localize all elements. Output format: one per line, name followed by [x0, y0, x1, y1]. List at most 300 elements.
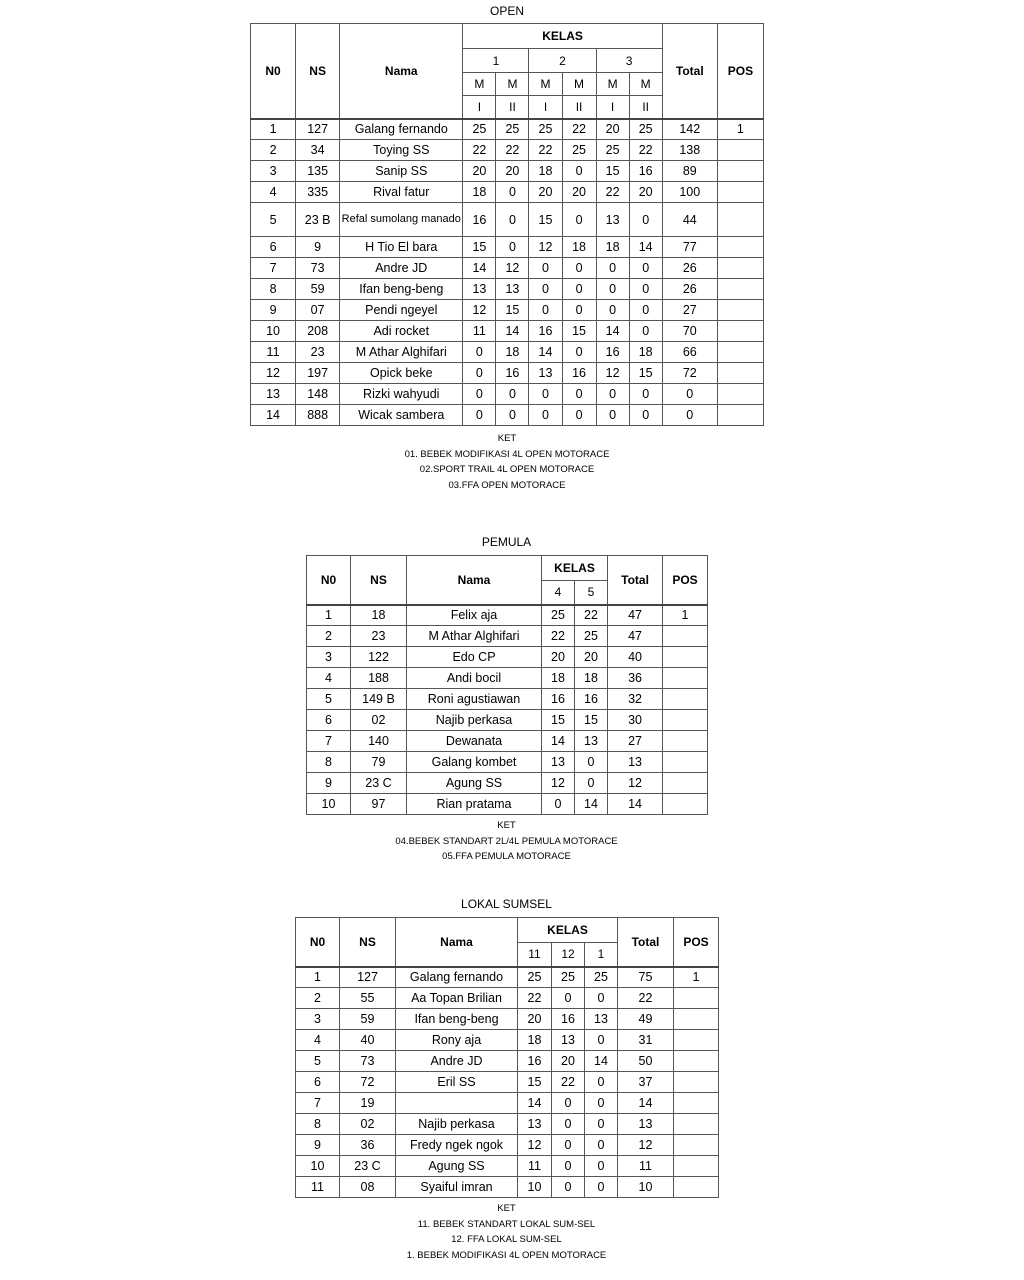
- table-row: [296, 1114, 719, 1135]
- table-cell: 34: [296, 140, 340, 161]
- moto-number: I: [596, 96, 629, 119]
- table-cell: 5: [307, 689, 351, 710]
- table-row: [307, 773, 708, 794]
- table-cell: 148: [296, 384, 340, 405]
- table-cell: 18: [542, 668, 575, 689]
- table-cell: Pendi ngeyel: [340, 300, 463, 321]
- table-cell: 16: [529, 321, 562, 342]
- kelas-col-11: 11: [518, 943, 552, 967]
- table-row: [296, 988, 719, 1009]
- table-cell: [717, 258, 763, 279]
- table-cell: 4: [307, 668, 351, 689]
- table-cell: Galang fernando: [340, 119, 463, 140]
- table-cell: [674, 1009, 719, 1030]
- table-cell: Najib perkasa: [407, 710, 542, 731]
- table-cell: 20: [542, 647, 575, 668]
- table-cell: 12: [463, 300, 496, 321]
- table-cell: 0: [463, 405, 496, 426]
- table-cell: [663, 710, 708, 731]
- table-cell: 22: [562, 119, 596, 140]
- table-cell: Rival fatur: [340, 182, 463, 203]
- table-cell: 27: [662, 300, 717, 321]
- table-cell: 13: [585, 1009, 618, 1030]
- table-row: [296, 1135, 719, 1156]
- lokal-ket-notes: [295, 1201, 718, 1263]
- kelas-col-1: 1: [585, 943, 618, 967]
- table-cell: 0: [562, 342, 596, 363]
- table-cell: 25: [575, 626, 608, 647]
- ket-line: 03.FFA OPEN MOTORACE: [448, 479, 566, 491]
- ket-line: 05.FFA PEMULA MOTORACE: [442, 851, 571, 862]
- col-header-total: Total: [608, 556, 663, 605]
- table-cell: 15: [463, 237, 496, 258]
- table-cell: 18: [496, 342, 529, 363]
- table-cell: 138: [662, 140, 717, 161]
- table-cell: 15: [529, 203, 562, 237]
- table-cell: M Athar Alghifari: [340, 342, 463, 363]
- table-cell: 1: [674, 967, 719, 988]
- table-row: [251, 321, 764, 342]
- table-cell: 0: [585, 1156, 618, 1177]
- table-cell: 44: [662, 203, 717, 237]
- moto-number: I: [529, 96, 562, 119]
- table-cell: 0: [596, 279, 629, 300]
- table-row: [251, 342, 764, 363]
- table-cell: 77: [662, 237, 717, 258]
- table-cell: [674, 1156, 719, 1177]
- table-cell: 13: [542, 752, 575, 773]
- table-cell: 16: [552, 1009, 585, 1030]
- table-cell: 22: [552, 1072, 585, 1093]
- table-cell: 25: [463, 119, 496, 140]
- table-cell: 0: [596, 384, 629, 405]
- table-cell: 59: [296, 279, 340, 300]
- table-row: [307, 689, 708, 710]
- table-row: [307, 605, 708, 626]
- table-cell: 18: [351, 605, 407, 626]
- table-cell: 49: [618, 1009, 674, 1030]
- table-cell: 2: [251, 140, 296, 161]
- table-cell: 18: [529, 161, 562, 182]
- table-cell: 36: [608, 668, 663, 689]
- table-cell: 6: [251, 237, 296, 258]
- col-header-ns: NS: [351, 556, 407, 605]
- col-header-pos: POS: [717, 24, 763, 119]
- ket-line: KET: [497, 433, 517, 444]
- table-cell: 16: [575, 689, 608, 710]
- table-cell: 25: [542, 605, 575, 626]
- moto-label: M: [496, 73, 529, 96]
- table-cell: 89: [662, 161, 717, 182]
- table-cell: 22: [518, 988, 552, 1009]
- table-cell: 1: [296, 967, 340, 988]
- table-cell: 73: [296, 258, 340, 279]
- table-cell: Najib perkasa: [396, 1114, 518, 1135]
- table-cell: 5: [296, 1051, 340, 1072]
- ket-line: 04.BEBEK STANDART 2L/4L PEMULA MOTORACE: [395, 835, 618, 847]
- table-cell: 12: [618, 1135, 674, 1156]
- table-cell: 8: [296, 1114, 340, 1135]
- table-cell: 0: [542, 794, 575, 815]
- table-cell: 0: [529, 279, 562, 300]
- table-cell: 22: [575, 605, 608, 626]
- table-cell: 15: [596, 161, 629, 182]
- table-cell: Opick beke: [340, 363, 463, 384]
- table-row: [251, 258, 764, 279]
- table-row: [251, 140, 764, 161]
- table-cell: Rony aja: [396, 1030, 518, 1051]
- moto-label: M: [562, 73, 596, 96]
- table-cell: [663, 773, 708, 794]
- table-cell: 13: [596, 203, 629, 237]
- col-header-kelas: KELAS: [518, 918, 618, 943]
- table-row: [251, 279, 764, 300]
- table-cell: Rizki wahyudi: [340, 384, 463, 405]
- table-cell: 0: [529, 405, 562, 426]
- table-cell: [663, 668, 708, 689]
- table-row: [251, 384, 764, 405]
- table-cell: [674, 1093, 719, 1114]
- table-cell: [717, 161, 763, 182]
- table-cell: 22: [629, 140, 662, 161]
- table-cell: [674, 1051, 719, 1072]
- table-cell: 0: [585, 1030, 618, 1051]
- table-cell: 10: [618, 1177, 674, 1198]
- table-cell: 19: [340, 1093, 396, 1114]
- table-cell: 0: [529, 300, 562, 321]
- table-cell: 0: [575, 752, 608, 773]
- table-cell: 13: [608, 752, 663, 773]
- table-cell: 142: [662, 119, 717, 140]
- table-row: [296, 1072, 719, 1093]
- table-cell: [717, 321, 763, 342]
- open-results-table: [250, 23, 764, 426]
- table-cell: 0: [463, 342, 496, 363]
- table-cell: 0: [662, 405, 717, 426]
- table-cell: 14: [251, 405, 296, 426]
- table-cell: 22: [463, 140, 496, 161]
- table-cell: 188: [351, 668, 407, 689]
- table-cell: 18: [562, 237, 596, 258]
- table-cell: Refal sumolang manado: [340, 203, 463, 237]
- table-cell: Ifan beng-beng: [396, 1009, 518, 1030]
- table-cell: [717, 182, 763, 203]
- table-cell: [717, 363, 763, 384]
- table-cell: Ifan beng-beng: [340, 279, 463, 300]
- table-cell: 0: [552, 1156, 585, 1177]
- table-cell: 3: [307, 647, 351, 668]
- table-cell: 0: [562, 203, 596, 237]
- table-row: [251, 300, 764, 321]
- table-cell: 9: [251, 300, 296, 321]
- table-cell: 0: [575, 773, 608, 794]
- table-row: [251, 405, 764, 426]
- table-cell: 7: [296, 1093, 340, 1114]
- table-cell: 0: [463, 384, 496, 405]
- lokal-sumsel-results-table: [295, 917, 719, 1198]
- table-cell: 888: [296, 405, 340, 426]
- table-cell: 22: [618, 988, 674, 1009]
- table-cell: 13: [575, 731, 608, 752]
- table-cell: Agung SS: [396, 1156, 518, 1177]
- table-cell: 0: [496, 182, 529, 203]
- table-cell: 8: [307, 752, 351, 773]
- table-cell: Sanip SS: [340, 161, 463, 182]
- table-cell: 0: [552, 1114, 585, 1135]
- moto-number: II: [629, 96, 662, 119]
- table-cell: 1: [663, 605, 708, 626]
- table-cell: Aa Topan Brilian: [396, 988, 518, 1009]
- table-cell: 25: [596, 140, 629, 161]
- table-cell: 11: [463, 321, 496, 342]
- col-header-no: N0: [251, 24, 296, 119]
- table-cell: 0: [562, 405, 596, 426]
- col-header-pos: POS: [663, 556, 708, 605]
- table-cell: 127: [340, 967, 396, 988]
- table-cell: 335: [296, 182, 340, 203]
- table-cell: 0: [585, 1135, 618, 1156]
- table-cell: 16: [518, 1051, 552, 1072]
- table-cell: 0: [629, 279, 662, 300]
- table-row: [296, 967, 719, 988]
- table-cell: 208: [296, 321, 340, 342]
- table-cell: 4: [251, 182, 296, 203]
- table-cell: 0: [629, 321, 662, 342]
- table-cell: 15: [542, 710, 575, 731]
- moto-number: II: [562, 96, 596, 119]
- table-cell: [717, 300, 763, 321]
- table-cell: 0: [562, 300, 596, 321]
- table-cell: 2: [296, 988, 340, 1009]
- col-header-kelas: KELAS: [463, 24, 662, 49]
- table-cell: 14: [585, 1051, 618, 1072]
- table-cell: 25: [585, 967, 618, 988]
- table-cell: 47: [608, 626, 663, 647]
- table-cell: 14: [618, 1093, 674, 1114]
- table-cell: 14: [629, 237, 662, 258]
- table-cell: [674, 1114, 719, 1135]
- table-cell: 23: [351, 626, 407, 647]
- table-cell: [674, 1072, 719, 1093]
- table-row: [251, 182, 764, 203]
- table-cell: 47: [608, 605, 663, 626]
- table-cell: 6: [307, 710, 351, 731]
- table-cell: 20: [552, 1051, 585, 1072]
- table-cell: 5: [251, 203, 296, 237]
- table-cell: [674, 988, 719, 1009]
- table-cell: 16: [629, 161, 662, 182]
- table-cell: 1: [307, 605, 351, 626]
- table-cell: Andi bocil: [407, 668, 542, 689]
- table-cell: [663, 752, 708, 773]
- table-cell: 0: [552, 988, 585, 1009]
- table-cell: 16: [463, 203, 496, 237]
- table-cell: 50: [618, 1051, 674, 1072]
- table-cell: 14: [596, 321, 629, 342]
- table-cell: 0: [496, 384, 529, 405]
- table-cell: 0: [585, 1072, 618, 1093]
- ket-line: 02.SPORT TRAIL 4L OPEN MOTORACE: [419, 464, 595, 475]
- table-cell: Felix aja: [407, 605, 542, 626]
- table-cell: 0: [629, 300, 662, 321]
- table-cell: 13: [518, 1114, 552, 1135]
- moto-number: I: [463, 96, 496, 119]
- col-header-total: Total: [662, 24, 717, 119]
- table-cell: 18: [575, 668, 608, 689]
- col-header-pos: POS: [674, 918, 719, 967]
- table-cell: Andre JD: [340, 258, 463, 279]
- table-cell: 23 B: [296, 203, 340, 237]
- table-cell: 15: [629, 363, 662, 384]
- table-cell: 0: [585, 988, 618, 1009]
- table-row: [307, 710, 708, 731]
- table-cell: 26: [662, 279, 717, 300]
- table-cell: 10: [307, 794, 351, 815]
- table-cell: 13: [529, 363, 562, 384]
- table-row: [251, 161, 764, 182]
- table-cell: [717, 203, 763, 237]
- table-row: [296, 1051, 719, 1072]
- table-cell: 12: [529, 237, 562, 258]
- table-cell: 22: [529, 140, 562, 161]
- kelas-col-12: 12: [552, 943, 585, 967]
- table-cell: 0: [552, 1177, 585, 1198]
- table-cell: 11: [251, 342, 296, 363]
- table-cell: 22: [596, 182, 629, 203]
- table-cell: 75: [618, 967, 674, 988]
- table-cell: 79: [351, 752, 407, 773]
- table-cell: 20: [629, 182, 662, 203]
- col-header-ns: NS: [296, 24, 340, 119]
- table-cell: 0: [596, 300, 629, 321]
- kelas-group-2: 2: [529, 49, 596, 73]
- pemula-results-table: [306, 555, 708, 815]
- open-ket-notes: [250, 431, 764, 493]
- table-cell: 0: [562, 384, 596, 405]
- table-cell: 14: [496, 321, 529, 342]
- col-header-no: N0: [307, 556, 351, 605]
- open-title: OPEN: [489, 4, 524, 18]
- table-cell: 30: [608, 710, 663, 731]
- table-cell: 13: [618, 1114, 674, 1135]
- table-cell: [674, 1177, 719, 1198]
- table-cell: 0: [585, 1114, 618, 1135]
- table-cell: 25: [552, 967, 585, 988]
- table-cell: M Athar Alghifari: [407, 626, 542, 647]
- table-cell: 16: [542, 689, 575, 710]
- table-cell: 12: [596, 363, 629, 384]
- table-cell: 12: [542, 773, 575, 794]
- table-cell: Eril SS: [396, 1072, 518, 1093]
- table-cell: 0: [496, 203, 529, 237]
- table-cell: 72: [662, 363, 717, 384]
- col-header-no: N0: [296, 918, 340, 967]
- table-cell: 12: [496, 258, 529, 279]
- table-row: [296, 1177, 719, 1198]
- table-cell: 10: [518, 1177, 552, 1198]
- table-cell: 0: [596, 258, 629, 279]
- table-cell: [663, 794, 708, 815]
- table-cell: [663, 731, 708, 752]
- table-cell: 16: [496, 363, 529, 384]
- table-row: [251, 363, 764, 384]
- table-cell: 4: [296, 1030, 340, 1051]
- table-cell: 0: [585, 1093, 618, 1114]
- table-cell: 0: [552, 1135, 585, 1156]
- table-cell: 11: [618, 1156, 674, 1177]
- table-row: [251, 237, 764, 258]
- table-cell: 72: [340, 1072, 396, 1093]
- table-cell: 18: [629, 342, 662, 363]
- table-cell: 20: [575, 647, 608, 668]
- table-cell: 23: [296, 342, 340, 363]
- table-cell: Galang fernando: [396, 967, 518, 988]
- table-row: [296, 1156, 719, 1177]
- table-cell: [674, 1135, 719, 1156]
- table-cell: 0: [529, 258, 562, 279]
- table-cell: 59: [340, 1009, 396, 1030]
- table-row: [307, 731, 708, 752]
- table-cell: 0: [463, 363, 496, 384]
- moto-label: M: [629, 73, 662, 96]
- table-cell: 14: [542, 731, 575, 752]
- table-cell: H Tio El bara: [340, 237, 463, 258]
- table-cell: 25: [496, 119, 529, 140]
- table-row: [296, 1030, 719, 1051]
- pemula-title: PEMULA: [481, 535, 532, 549]
- table-cell: 0: [496, 237, 529, 258]
- table-cell: 11: [296, 1177, 340, 1198]
- table-cell: 0: [662, 384, 717, 405]
- table-cell: Edo CP: [407, 647, 542, 668]
- table-cell: Toying SS: [340, 140, 463, 161]
- col-header-nama: Nama: [396, 918, 518, 967]
- moto-label: M: [463, 73, 496, 96]
- ket-line: 01. BEBEK MODIFIKASI 4L OPEN MOTORACE: [404, 448, 610, 460]
- table-cell: [396, 1093, 518, 1114]
- table-cell: 15: [575, 710, 608, 731]
- table-cell: 18: [463, 182, 496, 203]
- table-row: [251, 119, 764, 140]
- table-cell: 135: [296, 161, 340, 182]
- kelas-group-3: 3: [596, 49, 662, 73]
- table-cell: 22: [542, 626, 575, 647]
- table-cell: 20: [463, 161, 496, 182]
- col-header-total: Total: [618, 918, 674, 967]
- table-cell: Dewanata: [407, 731, 542, 752]
- table-cell: 02: [351, 710, 407, 731]
- table-cell: 18: [518, 1030, 552, 1051]
- table-cell: 15: [496, 300, 529, 321]
- table-cell: 7: [251, 258, 296, 279]
- table-cell: 10: [296, 1156, 340, 1177]
- table-cell: 9: [296, 237, 340, 258]
- table-cell: 0: [496, 405, 529, 426]
- table-cell: 27: [608, 731, 663, 752]
- table-row: [251, 203, 764, 237]
- kelas-group-1: 1: [463, 49, 529, 73]
- table-cell: 0: [562, 258, 596, 279]
- table-row: [307, 626, 708, 647]
- table-cell: 20: [596, 119, 629, 140]
- table-cell: 13: [552, 1030, 585, 1051]
- table-cell: 0: [562, 279, 596, 300]
- table-cell: 23 C: [340, 1156, 396, 1177]
- table-cell: [663, 689, 708, 710]
- table-cell: 20: [518, 1009, 552, 1030]
- table-cell: 7: [307, 731, 351, 752]
- table-cell: 16: [596, 342, 629, 363]
